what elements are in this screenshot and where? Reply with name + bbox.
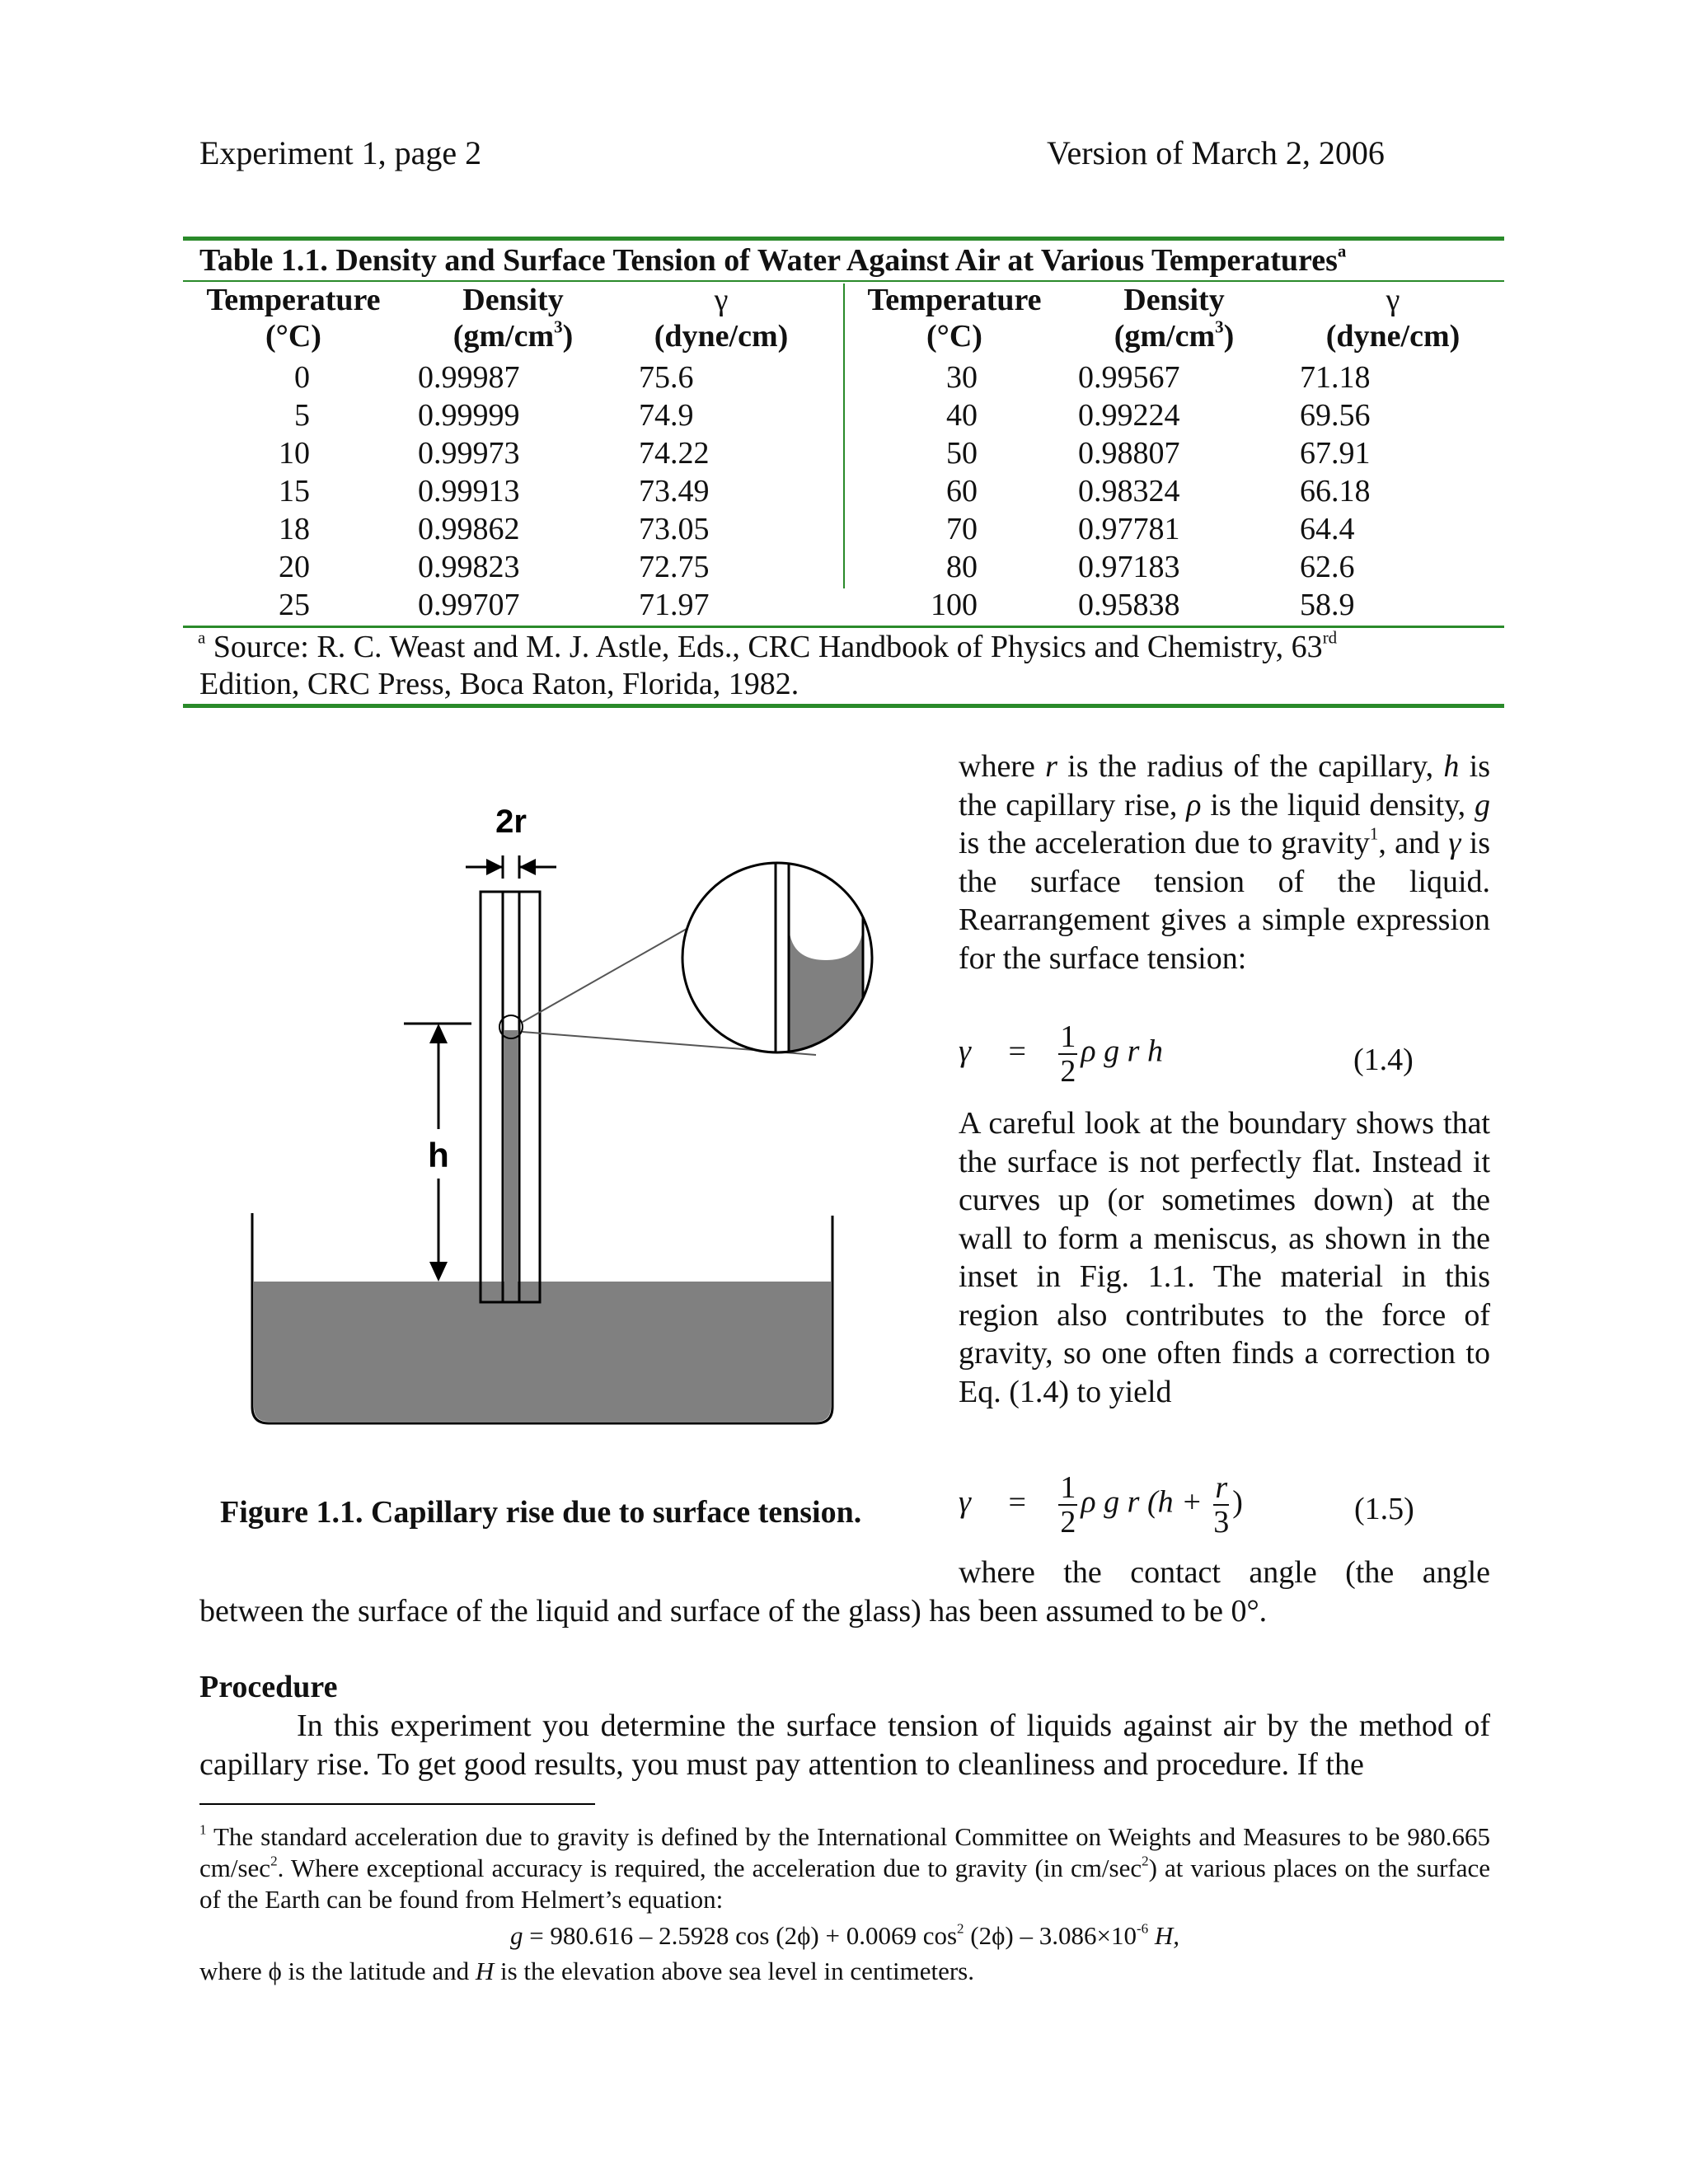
cell-density: 0.98807 xyxy=(1078,436,1180,471)
col-temp-right: Temperature (°C) xyxy=(867,283,1042,354)
cell-density: 0.99913 xyxy=(418,474,520,509)
table-caption: Table 1.1. Density and Surface Tension of Water Against Air at Various Temperatures$^a$ xyxy=(199,241,1347,278)
cell-gamma: 62.6 xyxy=(1300,550,1355,584)
cell-gamma: 58.9 xyxy=(1300,588,1355,622)
cell-gamma: 71.18 xyxy=(1300,360,1371,395)
cell-density: 0.99999 xyxy=(418,398,520,433)
figure-caption: Figure 1.1. Capillary rise due to surface tension. xyxy=(220,1495,862,1530)
footnote-separator xyxy=(199,1803,595,1805)
label-h: h xyxy=(428,1136,449,1174)
page-header-left: Experiment 1, page 2 xyxy=(199,134,482,171)
cell-gamma: 71.97 xyxy=(639,588,710,622)
col-gamma-right: γ (dyne/cm) xyxy=(1325,283,1461,354)
cell-temp: 40 xyxy=(946,398,978,433)
equation-1-4: γ = $\frac{1}{2}$ ρ g r h xyxy=(959,1019,1163,1089)
equation-1-4-label: (1.4) xyxy=(1353,1043,1414,1077)
cell-density: 0.98324 xyxy=(1078,474,1180,509)
footnote-helmert-equation: g = 980.616 – 2.5928 cos (2ϕ) + 0.0069 $\cos^2 (2\phi) - 3.086\times 10^{-6}$ H, xyxy=(509,1920,1180,1950)
procedure-paragraph: In this experiment you determine the surface tension of liquids against air by the method of capillary rise. To get good results, you must pay attention to cleanliness and procedure. If the xyxy=(199,1708,1490,1782)
fraction-r-third: $\frac{r}{3}$ xyxy=(1213,1470,1230,1540)
cell-gamma: 75.6 xyxy=(639,360,694,395)
beaker-liquid xyxy=(254,1282,831,1422)
col-density-right: Density $(gm/cm^3)$ xyxy=(1114,283,1235,354)
cell-density: 0.99823 xyxy=(418,550,520,584)
table-body-rule xyxy=(183,626,1504,628)
equation-1-5-label: (1.5) xyxy=(1354,1492,1414,1526)
footnote-gravity: $^1$ The standard acceleration due to gravity is defined by the International Committee on Weights and Measures to be 980.665 $cm/\sec^2$. Where exceptional accuracy is required, the acceleration due to gravity (in $cm/\sec^2$) at various places on the surface of the Earth can be found from Helmert’s equation: xyxy=(199,1821,1490,1914)
cell-density: 0.99862 xyxy=(418,512,520,546)
cell-temp: 10 xyxy=(279,436,310,471)
capillary-liquid xyxy=(504,1030,518,1327)
cell-temp: 15 xyxy=(279,474,310,509)
table-bottom-rule xyxy=(183,704,1504,708)
cell-gamma: 67.91 xyxy=(1300,436,1371,471)
fraction-half: $\frac{1}{2}$ xyxy=(1060,1019,1076,1089)
cell-temp: 18 xyxy=(279,512,310,546)
cell-temp: 60 xyxy=(946,474,978,509)
cell-temp: 70 xyxy=(946,512,978,546)
paragraph-contact-angle-line1: where the contact angle (the angle xyxy=(959,1555,1490,1590)
paragraph-definitions: where r is the radius of the capillary, h is the capillary rise, ρ is the liquid density, g is the acceleration due to gravity$^1$, and γ is the surface tension of the liquid. Rearrangement gives a simple expression for the surface tension: xyxy=(959,749,1490,976)
cell-gamma: 72.75 xyxy=(639,550,710,584)
col-temp-left: Temperature (°C) xyxy=(206,283,381,354)
label-2r: 2r xyxy=(495,804,527,840)
table-footnote-line2: Edition, CRC Press, Boca Raton, Florida, 1982. xyxy=(199,667,799,701)
cell-density: 0.99707 xyxy=(418,588,520,622)
arrow-down-icon xyxy=(429,1262,448,1282)
page-header-right: Version of March 2, 2006 xyxy=(1047,134,1385,171)
cell-density: 0.99973 xyxy=(418,436,520,471)
footnote-latitude-line: where ϕ is the latitude and H is the elevation above sea level in centimeters. xyxy=(199,1957,974,1985)
table-footnote-line1: $^a$ Source: R. C. Weast and M. J. Astle, Eds., CRC Handbook of Physics and Chemistry, 63rd xyxy=(198,627,1338,664)
cell-density: 0.99224 xyxy=(1078,398,1180,433)
cell-gamma: 73.05 xyxy=(639,512,710,546)
fraction-half: $\frac{1}{2}$ xyxy=(1060,1470,1076,1540)
cell-temp: 30 xyxy=(946,360,978,395)
cell-temp: 80 xyxy=(946,550,978,584)
cell-density: 0.99987 xyxy=(418,360,520,395)
capillary-figure xyxy=(239,791,931,1434)
table-top-rule xyxy=(183,237,1504,241)
cell-density: 0.99567 xyxy=(1078,360,1180,395)
procedure-heading: Procedure xyxy=(199,1670,338,1704)
cell-gamma: 69.56 xyxy=(1300,398,1371,433)
cell-temp: 50 xyxy=(946,436,978,471)
dim-arrow-right-icon xyxy=(486,859,503,875)
cell-gamma: 73.49 xyxy=(639,474,710,509)
cell-temp: 100 xyxy=(931,588,978,622)
cell-gamma: 64.4 xyxy=(1300,512,1355,546)
paragraph-contact-angle-line2: between the surface of the liquid and surface of the glass) has been assumed to be 0°. xyxy=(199,1594,1268,1629)
cell-density: 0.97183 xyxy=(1078,550,1180,584)
table-divider xyxy=(843,284,845,588)
cell-temp: 20 xyxy=(279,550,310,584)
cell-gamma: 74.9 xyxy=(639,398,694,433)
cell-temp: 5 xyxy=(294,398,310,433)
paragraph-meniscus: A careful look at the boundary shows that the surface is not perfectly flat. Instead it curves up (or sometimes down) at the wall to form a meniscus, as shown in the inset in Fig. 1.1. The material in this region also contributes to the force of gravity, so one often finds a correction to Eq. (1.4) to yield xyxy=(959,1106,1490,1409)
arrow-up-icon xyxy=(429,1024,448,1043)
dim-arrow-left-icon xyxy=(519,859,536,875)
cell-density: 0.97781 xyxy=(1078,512,1180,546)
equation-1-5: γ = $\frac{1}{2}$ ρ g r (h + $\frac{r}{3}$ ) xyxy=(959,1470,1243,1540)
cell-density: 0.95838 xyxy=(1078,588,1180,622)
col-gamma-left: γ (dyne/cm) xyxy=(654,283,789,354)
col-density-left: Density $(gm/cm^3)$ xyxy=(452,283,574,354)
cell-temp: 25 xyxy=(279,588,310,622)
cell-gamma: 66.18 xyxy=(1300,474,1371,509)
cell-gamma: 74.22 xyxy=(639,436,710,471)
cell-temp: 0 xyxy=(294,360,310,395)
